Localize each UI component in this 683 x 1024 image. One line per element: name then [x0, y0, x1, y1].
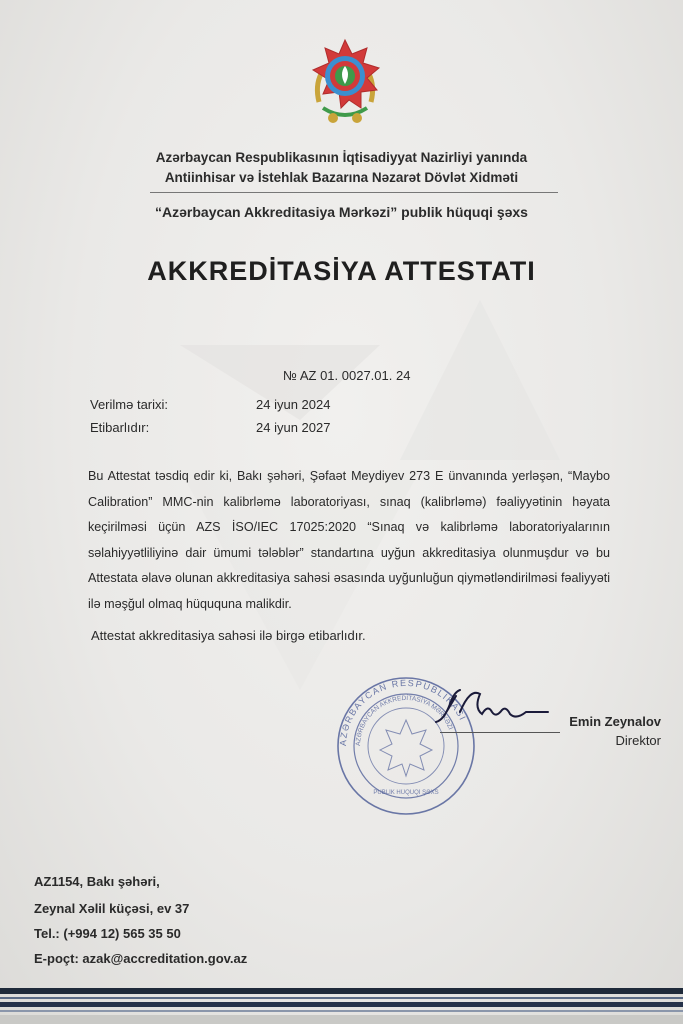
footer-stripes [0, 984, 683, 1024]
issue-date-label: Verilmə tarixi: [90, 397, 169, 412]
address-phone: Tel.: (+994 12) 565 35 50 [34, 926, 181, 941]
stamp-inner-text: AZƏRBAYCAN AKKREDİTASİYA MƏRKƏZİ [354, 694, 454, 747]
stamp-outer-text: AZƏRBAYCAN RESPUBLİKASI [337, 677, 469, 747]
valid-until-value: 24 iyun 2027 [256, 420, 331, 435]
address-line1: AZ1154, Bakı şəhəri, [34, 874, 160, 889]
coat-of-arms-emblem [305, 38, 385, 126]
center-name: “Azərbaycan Akkreditasiya Mərkəzi” publik hüquqi şəxs [155, 204, 528, 220]
signature-line [440, 732, 560, 733]
agency-line: Antiinhisar və İstehlak Bazarına Nəzarət Dövlət Xidməti [164, 170, 519, 185]
certificate-number: № AZ 01. 0027.01. 24 [283, 368, 411, 383]
header-divider [150, 192, 558, 193]
address-line2: Zeynal Xəlil küçəsi, ev 37 [34, 901, 190, 916]
director-position: Direktor [615, 733, 661, 748]
document-title: AKKREDİTASİYA ATTESTATI [147, 256, 536, 286]
valid-until-label: Etibarlıdır: [90, 420, 150, 435]
certificate-body: Bu Attestat təsdiq edir ki, Bakı şəhəri, Şəfaət Meydiyev 273 E ünvanında yerləşən, “Maybo Calibration” MMC-nin kalibrləmə laboratoriyası, sınaq (kalibrləmə) fəaliyyətinin həyata keçirilməsi üçün AZS İSO/IEC 17025:2020 “Sınaq və kalibrləmə laboratoriyalarının səlahiyyətliliyinə dair ümumi tələblər” standartına uyğun akkreditasiya olunmuşdur və bu Attestata əlavə olunan akkreditasiya sahəsi əsasında uyğunluğun qiymətləndirilməsi fəaliyyəti ilə məşğul olmaq hüququna malikdir. [88, 469, 610, 611]
validity-note: Attestat akkreditasiya sahəsi ilə birgə etibarlıdır. [91, 628, 366, 643]
issue-date-value: 24 iyun 2024 [256, 397, 331, 412]
director-signature [430, 682, 560, 732]
director-name: Emin Zeynalov [569, 714, 661, 729]
stamp-bottom-text: PUBLİK HÜQUQİ ŞƏXS [373, 790, 439, 796]
address-email: E-poçt: azak@accreditation.gov.az [34, 951, 248, 966]
ministry-line: Azərbaycan Respublikasının İqtisadiyyat Nazirliyi yanında [155, 150, 528, 165]
